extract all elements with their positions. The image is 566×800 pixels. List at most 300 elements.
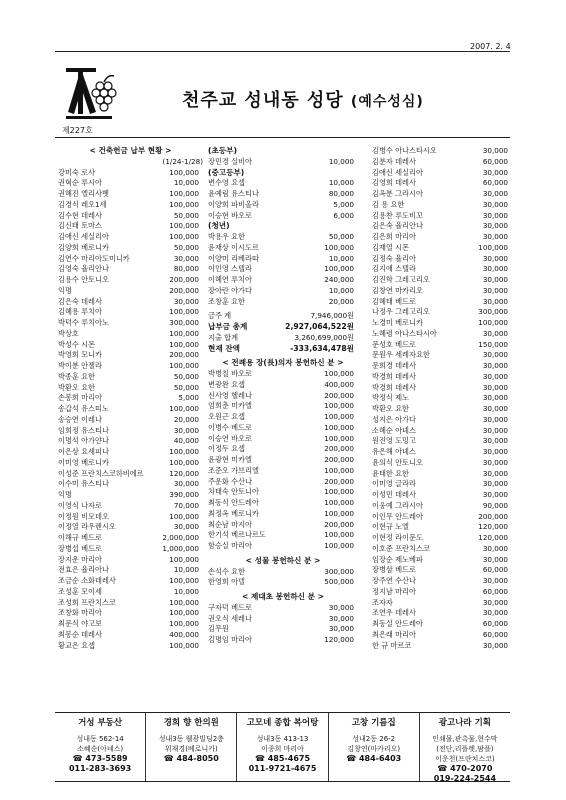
list-item [372, 576, 512, 587]
section-title: < 전례용 장(長)의자 봉헌하신 분 > [222, 358, 344, 368]
list-item [372, 544, 512, 555]
donor-name: 장민경 실비아 [208, 156, 252, 166]
ad-box [55, 713, 146, 781]
donation-amount: 50,000 [328, 232, 354, 241]
donation-amount: 100,000 [169, 307, 199, 317]
list-item [208, 487, 358, 498]
top-divider [55, 51, 510, 52]
list-item [208, 434, 358, 445]
list-item [372, 178, 512, 189]
donor-name: 김창연 마카리오 [372, 285, 423, 295]
donation-amount: 60,000 [482, 619, 508, 628]
list-item [372, 383, 512, 394]
donor-name: 김은숙 데레사 [58, 296, 102, 306]
donor-name: 한영희 아델 [208, 577, 246, 587]
list-item [372, 426, 512, 437]
donation-amount: 30,000 [482, 457, 508, 467]
donation-amount: 100,000 [169, 199, 199, 209]
issue-date: 2007. 2. 4 [470, 42, 511, 51]
donation-amount: 30,000 [482, 404, 508, 413]
donor-name: 조자자 [372, 597, 393, 607]
donation-amount: 100,000 [169, 189, 199, 198]
donor-name: 김분자 데레사 [372, 156, 416, 166]
list-item [58, 447, 203, 458]
list-item [372, 307, 512, 318]
list-item [208, 541, 358, 552]
donor-name: 조금순 소화데레사 [58, 576, 116, 585]
donor-name: 이혜연 루치아 [208, 275, 252, 284]
donation-amount: 30,000 [173, 253, 199, 263]
donation-amount: 100,000 [478, 318, 508, 327]
donation-amount: 30,000 [482, 597, 508, 607]
donor-name: 이정열 라우렌시오 [58, 522, 116, 532]
list-item [372, 641, 512, 652]
donor-name: 조성희 프란치스코 [58, 597, 116, 607]
list-item [372, 232, 512, 243]
donor-name: 박종훈 요한 [58, 371, 96, 381]
donor-name: 이인무 안드레아 [372, 511, 423, 521]
donor-name: 김은숙 율리안나 [372, 221, 423, 231]
donation-amount: 60,000 [482, 565, 508, 575]
donation-amount: 60,000 [482, 156, 508, 166]
donation-amount: 100,000 [324, 264, 354, 274]
donation-amount: 10,000 [328, 285, 354, 295]
donor-name: 변수영 요셉 [208, 178, 246, 188]
donation-amount: 100,000 [478, 242, 508, 252]
donation-amount: 150,000 [478, 339, 508, 349]
donation-amount: 100,000 [324, 498, 354, 507]
list-item [58, 350, 203, 361]
list-item [58, 426, 203, 437]
donation-amount: 100,000 [169, 619, 199, 628]
donation-amount: 100,000 [169, 404, 199, 413]
list-item [58, 608, 203, 619]
list-item [58, 383, 203, 394]
list-item [58, 264, 203, 275]
list-item [58, 458, 203, 469]
donor-name: 차태숙 안토니아 [208, 487, 259, 497]
list-item [58, 340, 203, 351]
donor-name: 김애신 세실리아 [58, 232, 109, 241]
list-item [58, 168, 203, 179]
list-item [208, 614, 358, 625]
list-item [372, 619, 512, 630]
list-item [58, 533, 203, 544]
list-item [372, 168, 512, 179]
donor-name: 김 용 요한 [372, 199, 405, 209]
donor-name: 변광완 요셉 [208, 379, 246, 389]
donor-name: 조창훈 요한 [208, 296, 246, 306]
donation-amount: 200,000 [324, 519, 354, 529]
donation-amount: 400,000 [324, 379, 354, 389]
donor-name: 김경식 레오1세 [58, 199, 107, 209]
donation-amount: 30,000 [482, 608, 508, 618]
ad-phone: ☎ 470-2070 [437, 764, 493, 773]
donor-name: 김재열 시몬 [372, 242, 410, 252]
list-item [208, 624, 358, 635]
donation-amount: 100,000 [169, 511, 199, 521]
donor-name: 함승실 마리아 [208, 541, 252, 550]
donor-name: 이정원 비모데오 [58, 511, 109, 521]
ad-box [146, 713, 237, 781]
ad-phone: 019-224-2544 [433, 774, 497, 781]
list-item [58, 211, 203, 222]
ad-line: 위재경(베로니카) [164, 745, 218, 753]
donor-name: 박정식 제노 [372, 393, 410, 403]
ad-phone: ☎ 473-5589 [72, 754, 128, 763]
list-item [372, 501, 512, 512]
list-item [208, 254, 358, 265]
donor-name: 이승연 바오로 [208, 433, 252, 443]
donor-name: 이정두 요셉 [208, 444, 246, 454]
donor-name: 박성수 시몬 [58, 339, 96, 349]
donation-amount: 300,000 [324, 566, 354, 576]
list-item [208, 189, 358, 200]
ad-name: 거성 부동산 [78, 718, 123, 728]
list-item [58, 243, 203, 254]
donor-name: 이수미 유스티나 [58, 479, 109, 489]
list-item [58, 189, 203, 200]
list-item [208, 466, 358, 477]
donation-amount: 120,000 [169, 468, 199, 478]
donor-name: 장지운 마리아 [58, 554, 102, 564]
list-item [372, 447, 512, 458]
donor-name: 김신태 토마스 [58, 221, 102, 231]
list-item [58, 393, 203, 404]
donation-amount: 30,000 [482, 221, 508, 231]
list-item [372, 598, 512, 609]
donation-amount: 30,000 [482, 285, 508, 295]
donor-name: 박덕수 루치아노 [58, 318, 109, 327]
list-item [208, 243, 358, 254]
donation-amount: 10,000 [328, 156, 354, 166]
donor-name: 장병섭 베드로 [58, 543, 102, 553]
donation-amount: 10,000 [173, 178, 199, 188]
donor-name: 김은희 마리아 [372, 232, 416, 241]
donor-name: 이병수 베드로 [208, 422, 252, 432]
donor-name: 이인영 스텔라 [208, 264, 252, 274]
list-item [208, 509, 358, 520]
donor-name: 최동식 안드레아 [208, 498, 259, 507]
list-item [372, 221, 512, 232]
list-item [372, 512, 512, 523]
list-item [208, 178, 358, 189]
donation-amount: 1,000,000 [162, 543, 199, 553]
donation-amount: 50,000 [173, 382, 199, 392]
donation-amount: 30,000 [482, 296, 508, 306]
donor-name: 전효은 율리아나 [58, 565, 109, 575]
ad-box [237, 713, 328, 781]
list-item [372, 275, 512, 286]
group-label: (청년) [208, 221, 230, 231]
list-item [208, 232, 358, 243]
donation-amount: 50,000 [173, 371, 199, 381]
list-item [208, 275, 358, 286]
donation-column [208, 146, 358, 646]
donation-amount: 200,000 [169, 285, 199, 295]
donor-name: 이성민 데레사 [372, 490, 416, 499]
list-item [58, 501, 203, 512]
donation-amount: 30,000 [482, 447, 508, 456]
list-item [58, 469, 203, 480]
donor-name: 김연수 마리아도미니카 [58, 253, 130, 263]
donation-amount: 200,000 [169, 350, 199, 360]
list-item [372, 318, 512, 329]
weekly-total-row: 금주 계 7,946,000원 [208, 311, 354, 321]
donor-name: 이호준 프란치스코 [372, 543, 430, 553]
list-item [372, 361, 512, 372]
donor-name: 윤광현 미카엘 [208, 455, 252, 464]
list-item [58, 372, 203, 383]
donor-name: 김무원 [208, 624, 229, 634]
donor-name: 김혜태 베드로 [372, 296, 416, 306]
donation-amount: 30,000 [482, 264, 508, 274]
donation-amount: 30,000 [173, 296, 199, 306]
list-item [208, 477, 358, 488]
donor-name: 최정옥 베로니카 [208, 508, 259, 518]
donation-amount: 30,000 [482, 350, 508, 360]
title-sub: (예수성심) [350, 94, 424, 110]
donor-name: 이미영 베로니카 [58, 457, 109, 467]
donor-name: 권오식 세레나 [208, 613, 252, 623]
ad-line: 성내동 562-14 [76, 735, 124, 743]
building-fund-column [58, 146, 203, 651]
donation-amount: 30,000 [328, 624, 354, 634]
donor-name: 윤의식 안토니오 [372, 457, 423, 467]
donation-amount: 10,000 [173, 586, 199, 596]
donation-amount: 100,000 [169, 167, 199, 177]
donation-amount: 100,000 [324, 465, 354, 475]
list-item [208, 412, 358, 423]
list-item [208, 520, 358, 531]
donation-amount: 100,000 [324, 508, 354, 518]
donor-name: 박환오 요한 [372, 404, 410, 413]
donation-amount: 30,000 [482, 146, 508, 155]
list-item [58, 479, 203, 490]
donation-amount: 30,000 [482, 576, 508, 585]
balance-row: 현재 잔액 -333,634,478원 [208, 343, 354, 353]
donation-amount: 20,000 [328, 296, 354, 306]
donation-amount: 30,000 [482, 382, 508, 392]
donor-name: 엄희춘 미카엘 [208, 401, 252, 411]
donor-name: 윤태한 요한 [372, 468, 410, 478]
list-item [58, 275, 203, 286]
donation-amount: 100,000 [169, 447, 199, 456]
donation-amount: 70,000 [173, 500, 199, 510]
donor-name: 임희정 유스티나 [58, 425, 109, 435]
donor-name: 김수현 데레사 [58, 210, 102, 220]
ad-phone: 011-9721-4675 [248, 764, 317, 773]
ad-line: 이운천(프란치스코) [435, 755, 495, 763]
list-item [372, 286, 512, 297]
list-item [372, 157, 512, 168]
donor-name: 윤예림 유스티나 [208, 189, 259, 198]
list-item [208, 455, 358, 466]
donation-amount: 50,000 [173, 242, 199, 252]
donation-amount: 40,000 [173, 436, 199, 446]
donation-amount: 200,000 [478, 511, 508, 521]
list-item [58, 619, 203, 630]
list-item [208, 401, 358, 412]
list-item [208, 391, 358, 402]
donation-amount: 120,000 [478, 533, 508, 542]
donation-amount: 10,000 [328, 178, 354, 188]
donation-amount: 100,000 [169, 597, 199, 607]
donation-amount: 60,000 [482, 586, 508, 596]
ad-line: 성내3동 413-13 [256, 735, 309, 743]
donor-name: 장아란 아가다 [208, 285, 252, 295]
list-item [372, 200, 512, 211]
donor-name: 한 규 마르코 [372, 640, 412, 650]
donation-amount: 30,000 [482, 393, 508, 403]
donation-amount: 120,000 [478, 522, 508, 532]
donor-name: 이현정 라이문도 [372, 533, 423, 542]
donor-name: 최문식 야고보 [58, 619, 102, 628]
donation-amount: 10,000 [173, 565, 199, 575]
list-item [58, 232, 203, 243]
donation-amount: 30,000 [482, 436, 508, 446]
donation-amount: 5,000 [178, 393, 199, 403]
donor-name: 오원근 요셉 [208, 412, 246, 421]
donor-name: 황교은 요셉 [58, 640, 96, 650]
donor-name: 김애신 세실리아 [372, 167, 423, 177]
list-item [208, 423, 358, 434]
donation-amount: 30,000 [328, 613, 354, 623]
donation-amount: 100,000 [169, 554, 199, 564]
donation-amount: 60,000 [482, 629, 508, 639]
section-title: < 건축헌금 납부 현황 > [89, 146, 172, 155]
list-item [58, 200, 203, 211]
donation-amount: 100,000 [324, 541, 354, 550]
title-main: 천주교 성내동 성당 [182, 90, 344, 111]
list-item [58, 555, 203, 566]
donor-name: 김정숙 율리아 [372, 253, 416, 263]
list-item [58, 598, 203, 609]
church-logo-icon [64, 64, 118, 122]
list-item [58, 221, 203, 232]
donation-amount: 240,000 [324, 275, 354, 284]
donor-name: 원진영 도밍고 [372, 436, 416, 446]
donor-name: 이명석 아가얀나 [58, 436, 109, 446]
list-item [208, 577, 358, 588]
list-item [208, 297, 358, 308]
donor-name: 최은래 마리아 [372, 629, 416, 639]
donor-name: 익명 [58, 285, 72, 295]
donation-amount: 30,000 [328, 602, 354, 612]
donor-name: 신사영 헬레나 [208, 390, 252, 400]
donor-name: 최동실 안드레아 [372, 619, 423, 628]
donation-column-right [372, 146, 512, 651]
donation-amount: 90,000 [482, 500, 508, 510]
donation-amount: 30,000 [482, 275, 508, 284]
list-item [372, 254, 512, 265]
list-item [372, 522, 512, 533]
donation-amount: 30,000 [173, 479, 199, 489]
donor-name: 이영식 나자로 [58, 500, 102, 510]
ad-phone: ☎ 485-4675 [254, 754, 311, 763]
donation-amount: 390,000 [169, 490, 199, 499]
donation-amount: 30,000 [173, 425, 199, 435]
period-label: (1/24-1/28) [162, 156, 203, 166]
donation-amount: 80,000 [328, 189, 354, 198]
list-item [372, 393, 512, 404]
list-item [208, 567, 358, 578]
donation-amount: 30,000 [482, 361, 508, 370]
donation-amount: 100,000 [324, 242, 354, 252]
donor-name: 장주연 수산나 [372, 576, 416, 585]
donation-amount: 30,000 [482, 640, 508, 650]
list-item [372, 372, 512, 383]
list-item [372, 264, 512, 275]
donor-name: 조연우 데레사 [372, 608, 416, 618]
donation-amount: 80,000 [173, 264, 199, 274]
list-item [58, 587, 203, 598]
section-title: < 성물 봉헌하신 분 > [245, 555, 321, 565]
list-item [58, 522, 203, 533]
list-item [372, 189, 512, 200]
list-item [372, 458, 512, 469]
list-item [58, 490, 203, 501]
donor-name: 김영숙 율리안나 [58, 264, 109, 274]
donation-amount: 30,000 [482, 425, 508, 435]
donation-amount: 30,000 [482, 328, 508, 338]
donation-amount: 30,000 [482, 210, 508, 220]
list-item [372, 555, 512, 566]
list-item [58, 641, 203, 652]
donor-name: 한기석 베르나르도 [208, 530, 266, 540]
section-title: < 제대초 봉헌하신 분 > [242, 592, 324, 601]
list-item [372, 211, 512, 222]
list-item [58, 286, 203, 297]
donation-amount: 100,000 [169, 608, 199, 618]
donation-amount: 300,000 [478, 307, 508, 317]
donation-amount: 20,000 [173, 414, 199, 424]
list-item [208, 157, 358, 168]
list-item [372, 630, 512, 641]
ad-line: 김창연(마카리오) [347, 745, 401, 753]
ad-phone: 011-283-3693 [68, 764, 132, 773]
ad-phone: ☎ 484-6403 [346, 754, 402, 763]
donor-name: 김영희 데레사 [372, 178, 416, 188]
list-item [208, 498, 358, 509]
list-item [58, 297, 203, 308]
donor-name: 정지남 마리아 [372, 586, 416, 596]
donor-name: 송승연 이레나 [58, 414, 102, 424]
donor-name: 유은해 아녜스 [372, 447, 416, 456]
donation-amount: 30,000 [482, 167, 508, 177]
donor-name: 이웅예 그라시아 [372, 500, 423, 510]
donor-name: 최순남 마지아 [208, 519, 252, 529]
list-item [58, 307, 203, 318]
ad-line: 성내3동 웰광빌딩2층 [158, 735, 224, 743]
list-item [58, 544, 203, 555]
list-item [372, 297, 512, 308]
list-item [208, 530, 358, 541]
donation-amount: 30,000 [482, 468, 508, 478]
donor-name: 강미숙 로사 [58, 167, 96, 177]
group-label: (중고등부) [208, 167, 245, 177]
donor-name: 조성훈 모이세 [58, 586, 102, 596]
donor-name: 박병칠 바오로 [208, 369, 252, 378]
donor-name: 박환오 요한 [58, 382, 96, 392]
donation-amount: 10,000 [328, 253, 354, 263]
donor-name: 송갑석 유스띠노 [58, 404, 109, 413]
page-title [182, 86, 424, 112]
list-item [208, 369, 358, 380]
donation-amount: 100,000 [324, 487, 354, 497]
list-item [372, 469, 512, 480]
donation-amount: 100,000 [324, 422, 354, 432]
